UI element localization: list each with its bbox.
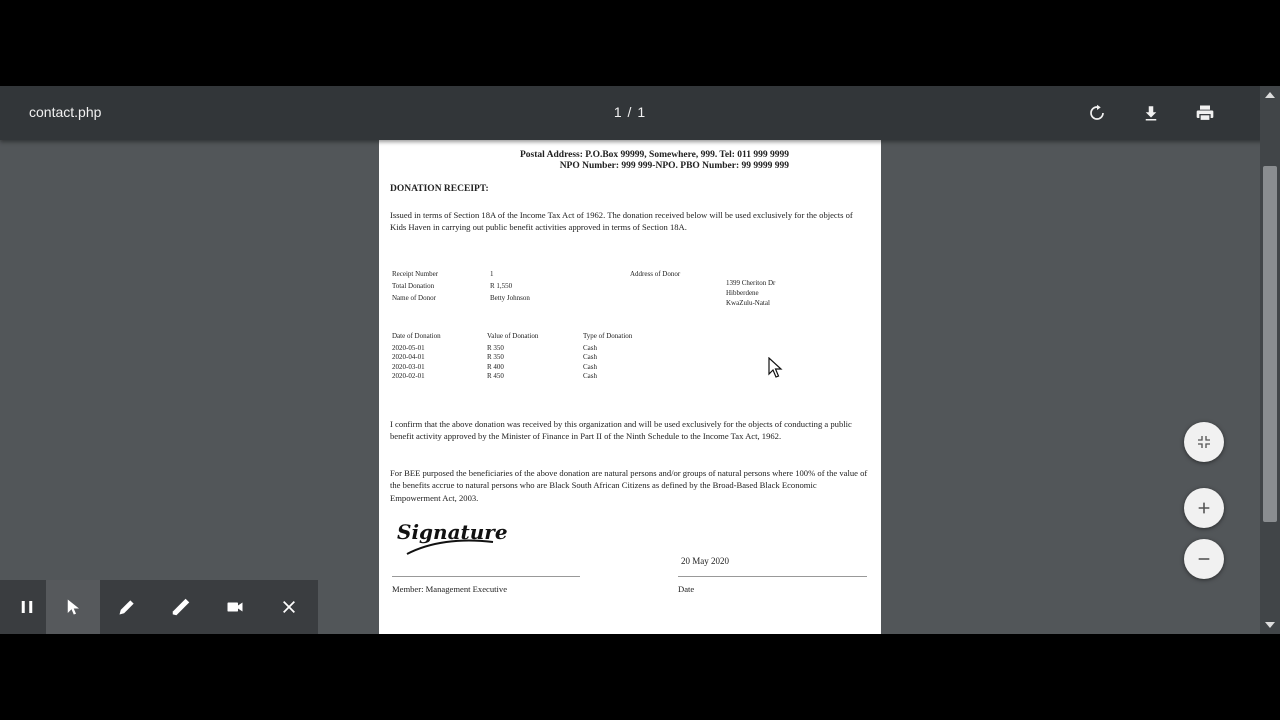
table-cell: R 400 — [487, 363, 504, 371]
signature: Signature — [397, 520, 508, 544]
table-header: Date of Donation — [392, 332, 441, 340]
fit-to-page-icon — [1196, 434, 1212, 450]
pointer-icon — [64, 597, 82, 617]
receipt-number-value: 1 — [490, 270, 494, 278]
print-button[interactable] — [1192, 100, 1218, 126]
donor-name-value: Betty Johnson — [490, 294, 530, 302]
page-indicator: 1 / 1 — [613, 104, 647, 120]
pen-tool-button[interactable] — [100, 580, 154, 634]
signature-line — [392, 576, 580, 577]
table-cell: 2020-02-01 — [392, 372, 425, 380]
table-cell: Cash — [583, 372, 597, 380]
scroll-thumb[interactable] — [1263, 166, 1277, 522]
date-line — [678, 576, 867, 577]
intro-paragraph: Issued in terms of Section 18A of the Income Tax Act of 1962. The donation received below will be used exclusively for the objects of Kids Haven in carrying out public benefit activities approved in terms of Section 18A. — [390, 210, 853, 233]
table-cell: Cash — [583, 363, 597, 371]
bee-paragraph: For BEE purposed the beneficiaries of the above donation are natural persons and/or groups of natural persons where 100% of the value of the benefits accrue to natural persons who are Black South African Citizens as defined by the Broad-Based Black Economic Empowerment Act, 2003. — [390, 468, 868, 503]
donor-address-line: 1399 Cheriton Dr — [726, 279, 776, 287]
zoom-in-button[interactable] — [1184, 488, 1224, 528]
table-cell: 2020-03-01 — [392, 363, 425, 371]
table-cell: R 450 — [487, 372, 504, 380]
pdf-page — [379, 140, 881, 634]
npo-number: NPO Number: 999 999-NPO. PBO Number: 99 9999 999 — [559, 161, 789, 171]
donor-address-line: Hibberdene — [726, 289, 759, 297]
download-icon — [1142, 104, 1160, 122]
viewer-toolbar — [0, 86, 1280, 140]
mouse-cursor-icon — [768, 357, 784, 379]
sign-date: 20 May 2020 — [681, 556, 729, 566]
table-cell: Cash — [583, 344, 597, 352]
rotate-icon — [1088, 104, 1106, 122]
zoom-out-icon — [1196, 551, 1212, 567]
date-label: Date — [678, 584, 695, 594]
confirmation-paragraph: I confirm that the above donation was received by this organization and will be used exclusively for the objects of conducting a public benefit activity approved by the Minister of Finance in Part II of the Ninth Schedule to the Income Tax Act, 1962. — [390, 419, 852, 442]
postal-address: Postal Address: P.O.Box 99999, Somewhere, 999. Tel: 011 999 9999 — [519, 150, 789, 160]
receipt-heading: DONATION RECEIPT: — [390, 184, 489, 194]
zoom-out-button[interactable] — [1184, 539, 1224, 579]
pause-icon — [18, 598, 36, 616]
camera-button[interactable] — [208, 580, 262, 634]
annotation-toolbar — [0, 580, 318, 634]
table-cell: 2020-04-01 — [392, 353, 425, 361]
print-icon — [1195, 103, 1215, 123]
table-cell: R 350 — [487, 353, 504, 361]
scroll-up-arrow-icon[interactable] — [1265, 92, 1275, 98]
zoom-in-icon — [1196, 500, 1212, 516]
close-toolbar-button[interactable] — [262, 580, 316, 634]
signature-flourish — [405, 536, 495, 558]
scroll-down-arrow-icon[interactable] — [1265, 622, 1275, 628]
total-donation-value: R 1,550 — [490, 282, 513, 290]
camera-icon — [224, 598, 246, 616]
highlighter-tool-button[interactable] — [154, 580, 208, 634]
fit-to-page-button[interactable] — [1184, 422, 1224, 462]
donor-name-label: Name of Donor — [392, 294, 436, 302]
table-cell: Cash — [583, 353, 597, 361]
table-cell: R 350 — [487, 344, 504, 352]
donor-address-label: Address of Donor — [630, 270, 681, 278]
pointer-tool-button[interactable] — [46, 580, 100, 634]
receipt-number-label: Receipt Number — [392, 270, 439, 278]
pdf-viewer — [0, 86, 1280, 634]
document-title: contact.php — [29, 104, 102, 120]
vertical-scrollbar[interactable] — [1260, 86, 1280, 634]
download-button[interactable] — [1138, 100, 1164, 126]
pen-icon — [117, 597, 137, 617]
table-header: Type of Donation — [583, 332, 633, 340]
table-cell: 2020-05-01 — [392, 344, 425, 352]
signer-label: Member: Management Executive — [392, 584, 508, 594]
total-donation-label: Total Donation — [392, 282, 435, 290]
donor-address-line: KwaZulu-Natal — [726, 299, 770, 307]
highlighter-icon — [170, 596, 192, 618]
rotate-button[interactable] — [1084, 100, 1110, 126]
close-icon — [281, 599, 297, 615]
table-header: Value of Donation — [487, 332, 539, 340]
